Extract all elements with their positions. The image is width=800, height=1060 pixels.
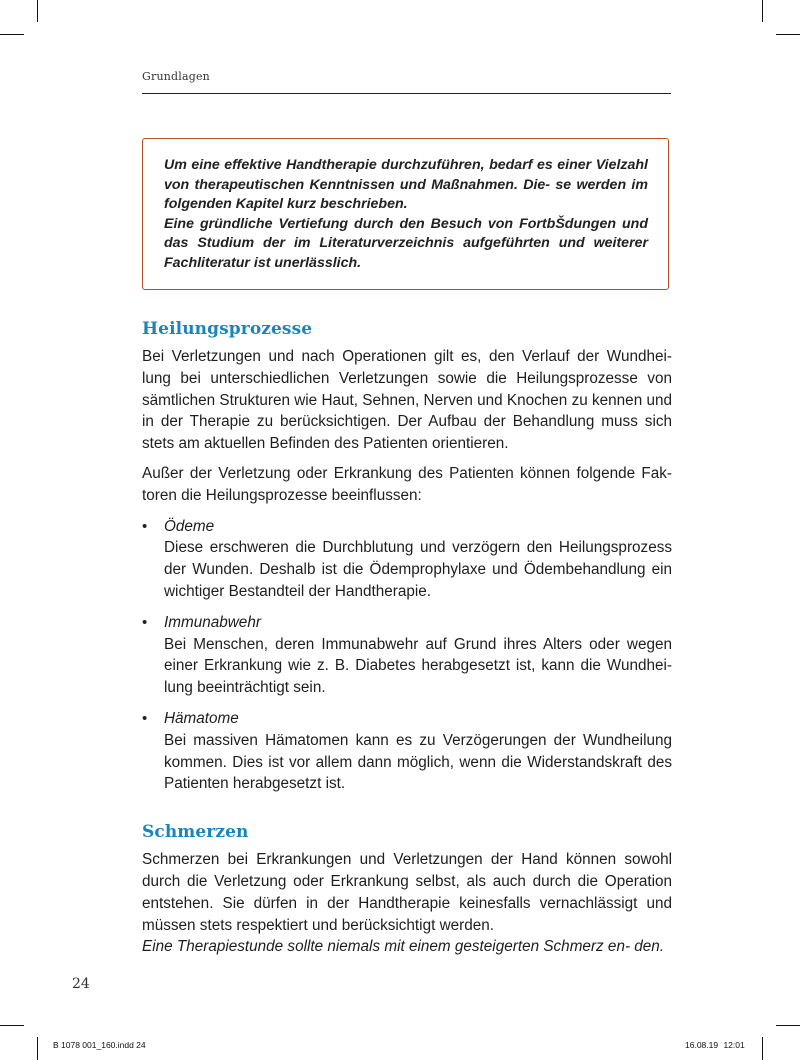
factor-title: Immunabwehr (164, 613, 261, 631)
factor-description: Bei massiven Hämatomen kann es zu Verzögerungen der Wundheilung kommen. Dies ist vor allem dann möglich, wenn die Widerstandskraft des Patienten herabgesetzt ist. (164, 731, 672, 793)
crop-mark-bottom-left-horizontal (0, 1025, 24, 1026)
body-paragraph: Schmerzen bei Erkrankungen und Verletzungen der Hand können sowohl durch die Verletzung oder Erkrankung selbst, als auch durch die Operation entstehen. Sie dürfen in der Handtherapie keinesfalls vernachlässigt und müssen stets respektiert und berücksichtigt werden. (142, 851, 672, 934)
main-content (142, 318, 672, 958)
running-head: Grundlagen (142, 70, 210, 83)
crop-mark-bottom-left-vertical (37, 1037, 38, 1060)
body-paragraph: Bei Verletzungen und nach Operationen gilt es, den Verlauf der Wundhei- lung bei unterschiedlichen Verletzungen sowie die Heilungsprozesse von sämtlichen Strukturen wie Haut, Sehnen, Nerven und Knochen zu kennen und in der Therapie zu berücksichtigen. Der Aufbau der Behandlung muss sich stets am aktuellen Befinden des Patienten orientieren. (142, 348, 672, 453)
bullet-icon: • (142, 613, 148, 631)
crop-mark-top-left-vertical (37, 0, 38, 22)
crop-mark-top-left-horizontal (0, 34, 24, 35)
bullet-icon: • (142, 709, 148, 727)
callout-box (142, 138, 669, 290)
factor-title: Hämatome (164, 709, 239, 727)
print-slug-date-time: 16.08.19 12:01 (685, 1040, 745, 1050)
crop-mark-top-right-horizontal (776, 34, 800, 35)
print-slug-file: B 1078 001_160.indd 24 (53, 1040, 146, 1050)
factor-description: Bei Menschen, deren Immunabwehr auf Grund ihres Alters oder wegen einer Erkrankung wie z. B. Diabetes herabgesetzt ist, kann die Wundhei- lung beeinträchtigt sein. (164, 635, 672, 697)
crop-mark-top-right-vertical (762, 0, 763, 22)
page-number: 24 (72, 976, 90, 992)
factor-title: Ödeme (164, 517, 215, 535)
factor-description: Diese erschweren die Durchblutung und verzögern den Heilungsprozess der Wunden. Deshalb ist die Ödemprophylaxe und Ödembehandlung ein wichtiger Bestandteil der Handtherapie. (164, 539, 672, 600)
section-heading-heilungsprozesse: Heilungsprozesse (142, 319, 313, 339)
crop-mark-bottom-right-horizontal (776, 1025, 800, 1026)
list-item (142, 612, 672, 699)
body-paragraph: Außer der Verletzung oder Erkrankung des Patienten können folgende Fak- toren die Heilungsprozesse beeinflussen: (142, 464, 672, 504)
crop-mark-bottom-right-vertical (762, 1037, 763, 1060)
factor-list (142, 516, 672, 796)
bullet-icon: • (142, 517, 148, 535)
list-item (142, 708, 672, 795)
emphasis-note: Eine Therapiestunde sollte niemals mit einem gesteigerten Schmerz en- den. (142, 938, 665, 956)
callout-paragraph: Eine gründliche Vertiefung durch den Besuch von FortbŠdungen und das Studium der im Literaturverzeichnis aufgeführten und weiterer Fachliteratur ist unerlässlich. (164, 215, 648, 271)
list-item (142, 516, 672, 603)
header-rule (142, 93, 671, 94)
section-heading-schmerzen: Schmerzen (142, 822, 249, 843)
callout-paragraph: Um eine effektive Handtherapie durchzuführen, bedarf es einer Vielzahl von therapeutischen Kenntnissen und Maßnahmen. Die- se werden im folgenden Kapitel kurz beschrieben. (164, 157, 648, 212)
